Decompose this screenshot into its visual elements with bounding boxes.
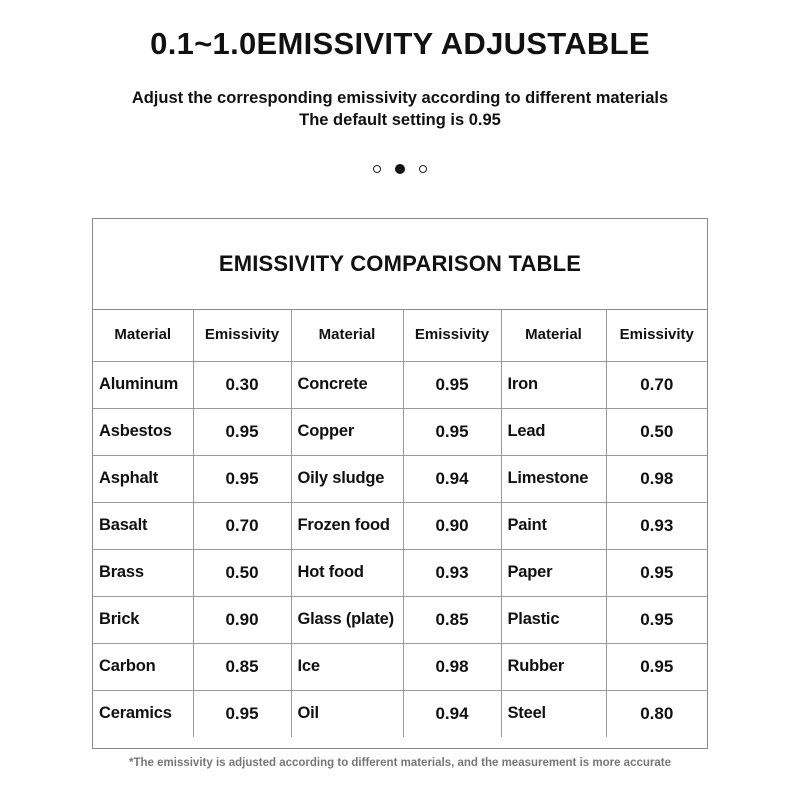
- emissivity-cell: 0.70: [193, 502, 291, 549]
- emissivity-cell: 0.95: [403, 408, 501, 455]
- table-row: [93, 455, 707, 502]
- emissivity-cell: 0.85: [403, 596, 501, 643]
- subtitle-line-1: Adjust the corresponding emissivity according to different materials: [131, 89, 669, 107]
- carousel-dot-3[interactable]: [419, 165, 427, 173]
- emissivity-grid: [93, 309, 707, 737]
- emissivity-cell: 0.98: [606, 455, 707, 502]
- carousel-dot-2-active[interactable]: [395, 164, 405, 174]
- material-cell: Steel: [501, 690, 606, 737]
- material-cell: Limestone: [501, 455, 606, 502]
- material-cell: Ceramics: [93, 690, 193, 737]
- material-cell: Ice: [291, 643, 403, 690]
- emissivity-cell: 0.90: [403, 502, 501, 549]
- carousel-indicator: [0, 165, 800, 174]
- subtitle-line-2: The default setting is 0.95: [299, 111, 501, 129]
- emissivity-cell: 0.98: [403, 643, 501, 690]
- material-cell: Hot food: [291, 549, 403, 596]
- material-cell: Iron: [501, 361, 606, 408]
- header-row: [93, 309, 707, 361]
- material-cell: Glass (plate): [291, 596, 403, 643]
- emissivity-cell: 0.80: [606, 690, 707, 737]
- material-cell: Oil: [291, 690, 403, 737]
- material-cell: Paper: [501, 549, 606, 596]
- table-row: [93, 643, 707, 690]
- table-title: EMISSIVITY COMPARISON TABLE: [93, 219, 707, 310]
- material-cell: Plastic: [501, 596, 606, 643]
- emissivity-cell: 0.90: [193, 596, 291, 643]
- emissivity-cell: 0.93: [403, 549, 501, 596]
- material-cell: Frozen food: [291, 502, 403, 549]
- column-header-emissivity: Emissivity: [193, 309, 291, 361]
- material-cell: Paint: [501, 502, 606, 549]
- column-header-emissivity: Emissivity: [403, 309, 501, 361]
- page-title: 0.1~1.0EMISSIVITY ADJUSTABLE: [150, 26, 650, 61]
- emissivity-cell: 0.95: [606, 549, 707, 596]
- material-cell: Asphalt: [93, 455, 193, 502]
- column-header-emissivity: Emissivity: [606, 309, 707, 361]
- emissivity-table: [92, 218, 708, 749]
- material-cell: Brick: [93, 596, 193, 643]
- material-cell: Asbestos: [93, 408, 193, 455]
- emissivity-cell: 0.94: [403, 690, 501, 737]
- footnote: *The emissivity is adjusted according to different materials, and the measurement is more accurate: [129, 757, 671, 769]
- table-row: [93, 408, 707, 455]
- carousel-dot-1[interactable]: [373, 165, 381, 173]
- material-cell: Basalt: [93, 502, 193, 549]
- emissivity-cell: 0.95: [193, 408, 291, 455]
- material-cell: Concrete: [291, 361, 403, 408]
- emissivity-cell: 0.95: [193, 455, 291, 502]
- emissivity-cell: 0.95: [606, 596, 707, 643]
- column-header-material: Material: [501, 309, 606, 361]
- emissivity-cell: 0.85: [193, 643, 291, 690]
- emissivity-cell: 0.95: [193, 690, 291, 737]
- table-row: [93, 596, 707, 643]
- emissivity-cell: 0.94: [403, 455, 501, 502]
- table-row: [93, 502, 707, 549]
- emissivity-cell: 0.50: [606, 408, 707, 455]
- table-row: [93, 690, 707, 737]
- material-cell: Carbon: [93, 643, 193, 690]
- table-row: [93, 361, 707, 408]
- material-cell: Copper: [291, 408, 403, 455]
- material-cell: Lead: [501, 408, 606, 455]
- emissivity-cell: 0.95: [606, 643, 707, 690]
- material-cell: Aluminum: [93, 361, 193, 408]
- table-row: [93, 549, 707, 596]
- material-cell: Oily sludge: [291, 455, 403, 502]
- emissivity-cell: 0.50: [193, 549, 291, 596]
- emissivity-cell: 0.70: [606, 361, 707, 408]
- emissivity-cell: 0.93: [606, 502, 707, 549]
- emissivity-cell: 0.95: [403, 361, 501, 408]
- material-cell: Rubber: [501, 643, 606, 690]
- emissivity-cell: 0.30: [193, 361, 291, 408]
- column-header-material: Material: [291, 309, 403, 361]
- column-header-material: Material: [93, 309, 193, 361]
- material-cell: Brass: [93, 549, 193, 596]
